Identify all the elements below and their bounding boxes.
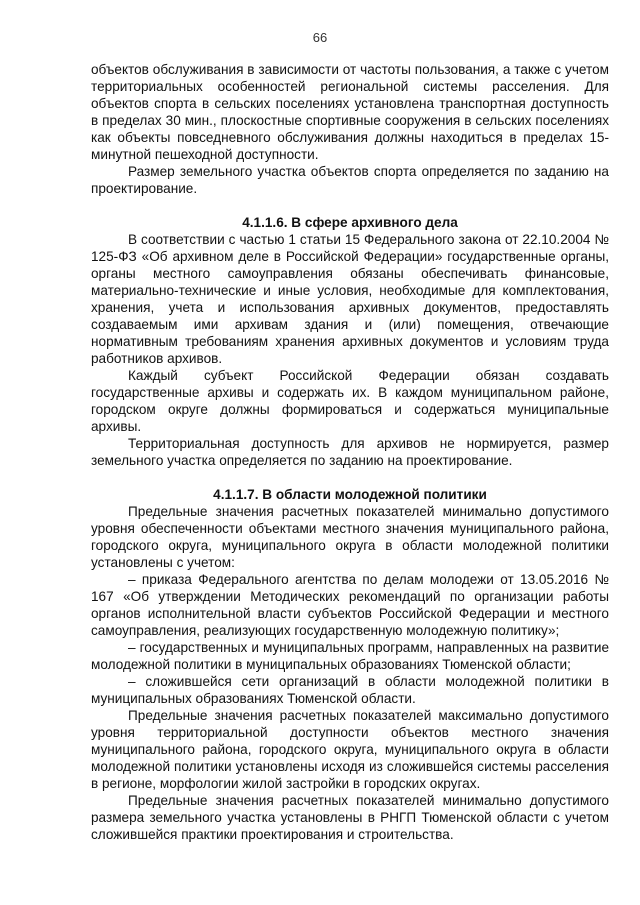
paragraph: Размер земельного участка объектов спорта определяется по заданию на проектирование. — [91, 164, 609, 196]
section-heading: 4.1.1.7. В области молодежной политики — [213, 487, 487, 502]
paragraph: Каждый субъект Российской Федерации обязан создавать государственные архивы и содержать их. В каждом муниципальном районе, городском округе должны формироваться и содержаться муниципальные архивы. — [91, 368, 609, 434]
section-spacer — [91, 469, 609, 486]
paragraph: Предельные значения расчетных показателей максимально допустимого уровня территориальной доступности объектов местного значения муниципального района, городского округа, муниципального округа в области молодежной политики установлены исходя из сложившейся системы расселения в регионе, морфологии жилой застройки в городских округах. — [91, 708, 609, 791]
section-spacer — [91, 197, 609, 214]
paragraph: объектов обслуживания в зависимости от частоты пользования, а также с учетом территориальных особенностей региональной системы расселения. Для объектов спорта в сельских поселениях установлена транспортная доступность в пределах 30 мин., плоскостные спортивные сооружения в сельских поселениях как объекты повседневного обслуживания должны находиться в пределах 15-минутной пешеходной доступности. — [91, 62, 609, 162]
paragraph: – сложившейся сети организаций в области молодежной политики в муниципальных образованиях Тюменской области. — [91, 674, 609, 706]
section-heading: 4.1.1.6. В сфере архивного дела — [242, 215, 458, 230]
paragraph: Территориальная доступность для архивов не нормируется, размер земельного участка определяется по заданию на проектирование. — [91, 436, 609, 468]
paragraph: – государственных и муниципальных программ, направленных на развитие молодежной политики в муниципальных образованиях Тюменской области; — [91, 640, 609, 672]
document-body — [91, 61, 609, 843]
page-number: 66 — [312, 30, 328, 45]
paragraph: – приказа Федерального агентства по делам молодежи от 13.05.2016 № 167 «Об утверждении Методических рекомендаций по организации работы органов исполнительной власти субъектов Российской Федерации и местного самоуправления, реализующих государственную молодежную политику»; — [91, 572, 609, 638]
paragraph: В соответствии с частью 1 статьи 15 Федерального закона от 22.10.2004 № 125-ФЗ «Об архивном деле в Российской Федерации» государственные органы, органы местного самоуправления обязаны обеспечивать финансовые, материально-технические и иные условия, необходимые для комплектования, хранения, учета и использования архивных документов, предоставлять создаваемым ими архивам здания и (или) помещения, отвечающие нормативным требованиям хранения архивных документов и условиям труда работников архивов. — [91, 232, 609, 366]
paragraph: Предельные значения расчетных показателей минимально допустимого размера земельного участка установлены в РНГП Тюменской области с учетом сложившейся практики проектирования и строительства. — [91, 793, 609, 842]
paragraph: Предельные значения расчетных показателей минимально допустимого уровня обеспеченности объектами местного значения муниципального района, городского округа, муниципального округа в области молодежной политики установлены с учетом: — [91, 504, 609, 570]
